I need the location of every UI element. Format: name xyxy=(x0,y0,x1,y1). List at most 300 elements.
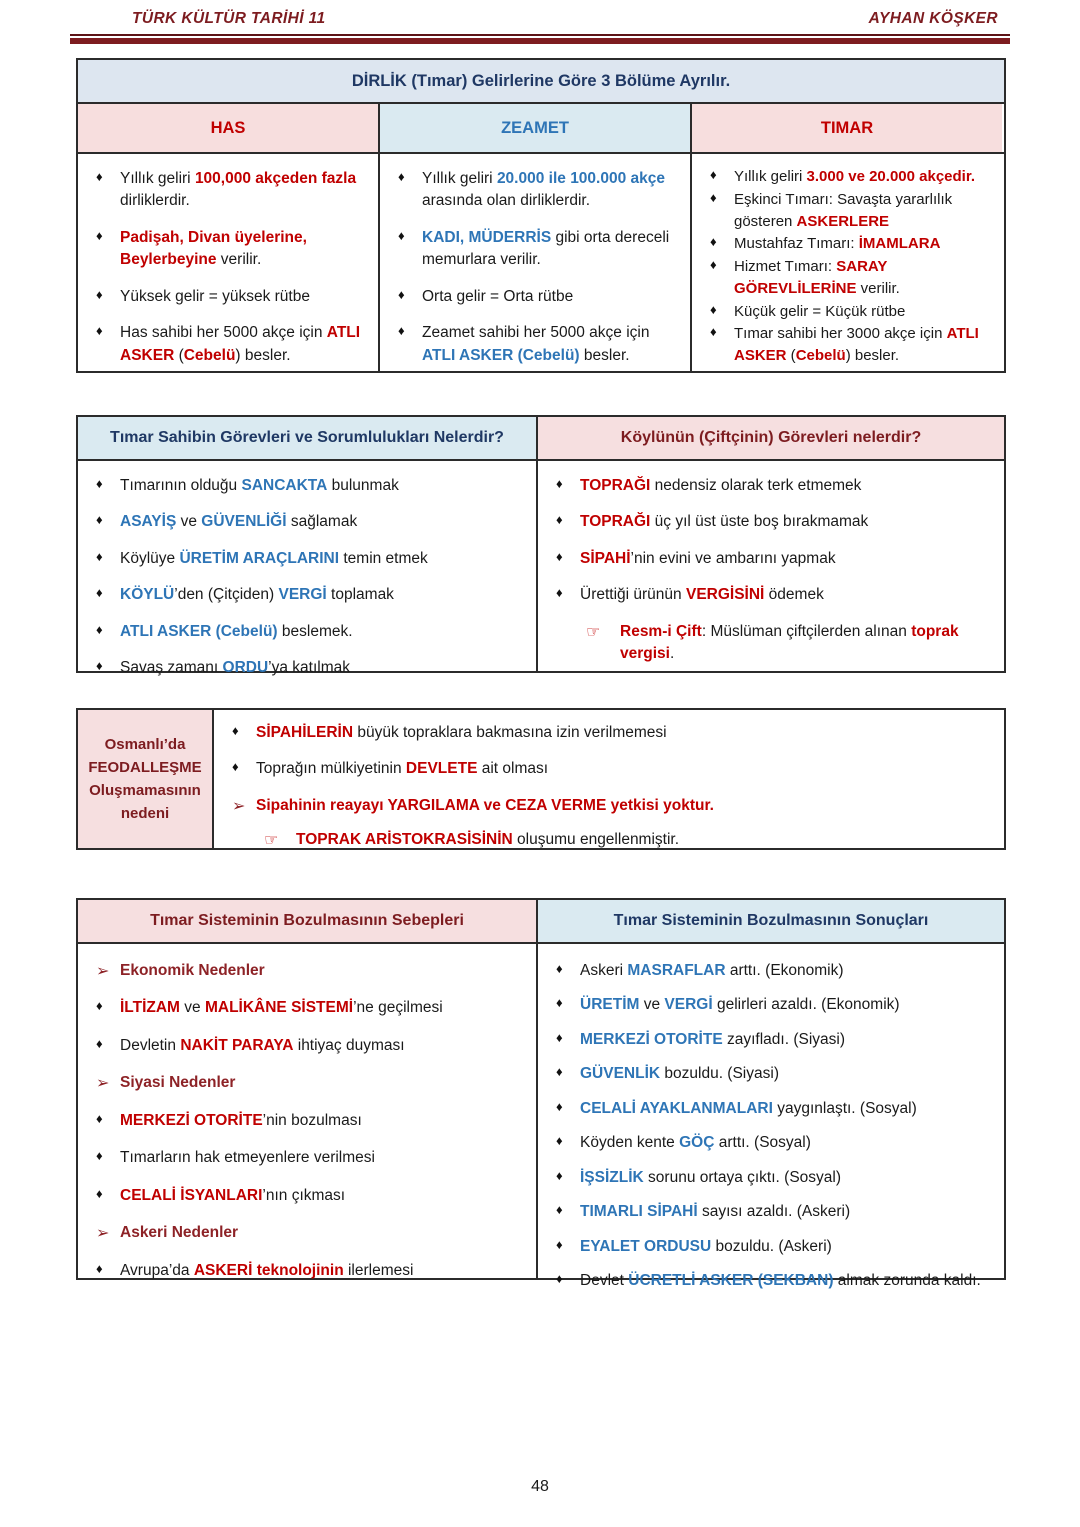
list-item xyxy=(78,511,530,533)
text-run: Askeri Nedenler xyxy=(120,1224,239,1242)
feodallesme-label-text: Osmanlı’da FEODALLEŞME Oluşmamasının nedeni xyxy=(88,735,202,823)
text-run: Eşkinci Tımarı: Savaşta yararlılık gösteren xyxy=(734,190,953,230)
hand-pointer-bullet-icon: ☞ xyxy=(586,623,601,641)
text-run: Yıllık geliri xyxy=(120,170,195,187)
text-run: MERKEZİ OTORİTE xyxy=(120,1111,263,1129)
text-run: Devlet xyxy=(580,1272,629,1290)
text-run: Has sahibi her 5000 akçe için xyxy=(120,324,327,342)
diamond-bullet-icon: ♦ xyxy=(556,995,563,1011)
text-run: arttı. (Sosyal) xyxy=(714,1134,811,1152)
list-item xyxy=(692,166,996,188)
list-item xyxy=(538,584,998,606)
text-run: Köylüye xyxy=(120,549,180,567)
text-run: Tımar sahibi her 3000 akçe için xyxy=(734,325,947,343)
text-run: Sipahinin reayayı YARGILAMA ve CEZA VERME yetkisi yoktur. xyxy=(256,796,714,814)
text-run: Yıllık geliri xyxy=(734,168,807,185)
bullet-list xyxy=(692,166,996,367)
text-run: Hizmet Tımarı: xyxy=(734,258,837,275)
list-item-text xyxy=(580,1203,850,1220)
feodallesme-label xyxy=(78,710,214,848)
diamond-bullet-icon: ♦ xyxy=(96,585,103,601)
list-item xyxy=(692,233,996,255)
text-run: İLTİZAM xyxy=(120,999,180,1017)
text-run: Siyasi Nedenler xyxy=(120,1074,236,1092)
text-run: ilerlemesi xyxy=(343,1261,414,1279)
list-item xyxy=(538,621,998,666)
text-run: Avrupa’da xyxy=(120,1261,194,1279)
text-run: CELALİ AYAKLANMALARI xyxy=(580,1099,773,1117)
text-run: ’ya katılmak xyxy=(268,659,351,677)
diamond-bullet-icon: ♦ xyxy=(398,286,405,302)
text-run: DEVLETE xyxy=(405,760,478,778)
diamond-bullet-icon: ♦ xyxy=(710,324,717,340)
list-item-text xyxy=(580,550,836,567)
list-item-text xyxy=(120,1037,405,1054)
text-run: 3.000 ve 20.000 akçedir. xyxy=(806,168,976,185)
text-run: gibi orta dereceli memurlara verilir. xyxy=(422,228,670,269)
dirlik-cell-has xyxy=(78,154,380,373)
gorevler-header-koylu: Köylünün (Çiftçinin) Görevleri nelerdir? xyxy=(538,417,1004,459)
text-run: ) besler. xyxy=(845,347,900,364)
text-run: ATLI ASKER xyxy=(120,324,361,364)
list-item-text xyxy=(296,831,679,848)
bullet-list-emphasis xyxy=(214,795,996,852)
text-run: VERGİSİNİ xyxy=(685,586,765,604)
list-item xyxy=(78,584,530,606)
diamond-bullet-icon: ♦ xyxy=(556,1236,563,1252)
dirlik-body-row xyxy=(78,152,1004,373)
text-run: sorunu ortaya çıktı. (Sosyal) xyxy=(643,1168,842,1186)
text-run: Küçük gelir = Küçük rütbe xyxy=(734,302,906,320)
list-item xyxy=(538,1167,998,1189)
list-item xyxy=(78,168,372,213)
diamond-bullet-icon: ♦ xyxy=(556,512,563,528)
text-run: 100,000 akçeden fazla xyxy=(194,170,357,187)
diamond-bullet-icon: ♦ xyxy=(556,1133,563,1149)
list-item-text xyxy=(422,229,669,268)
list-item xyxy=(214,722,996,744)
diamond-bullet-icon: ♦ xyxy=(96,286,103,302)
diamond-bullet-icon: ♦ xyxy=(556,476,563,491)
list-item-text xyxy=(120,1149,375,1166)
text-run: TIMARLI SİPAHİ xyxy=(580,1203,698,1221)
bullet-list xyxy=(78,168,372,367)
text-run: Köyden kente xyxy=(580,1134,680,1152)
text-run: büyük topraklara bakmasına izin verilmemesi xyxy=(353,724,667,741)
text-run: ’ne geçilmesi xyxy=(353,999,443,1017)
list-item-text xyxy=(120,586,394,603)
dirlik-table xyxy=(76,58,1006,373)
arrow-bullet-icon: ➢ xyxy=(96,1225,110,1243)
diamond-bullet-icon: ♦ xyxy=(556,1098,563,1114)
text-run: CELALİ İSYANLARI xyxy=(120,1186,263,1204)
text-run: üç yıl üst üste boş bırakmamak xyxy=(650,513,869,531)
text-run: bulunmak xyxy=(327,477,399,494)
text-run: MALİKÂNE SİSTEMİ xyxy=(204,999,354,1017)
text-run: SANCAKTA xyxy=(241,477,328,494)
text-run: Ürettiği ürünün xyxy=(580,586,686,604)
text-run: Mustahfaz Tımarı: xyxy=(734,235,859,253)
feodallesme-body xyxy=(214,710,1004,848)
text-run: beslemek. xyxy=(277,622,353,640)
gorevler-table xyxy=(76,415,1006,677)
gorevler-cell-timar-sahibi xyxy=(78,461,538,677)
gorevler-header-row xyxy=(78,417,1004,459)
bullet-list-subnote xyxy=(538,621,998,666)
list-item-text xyxy=(620,623,959,662)
diamond-bullet-icon: ♦ xyxy=(398,169,405,184)
list-item xyxy=(78,657,530,679)
diamond-bullet-icon: ♦ xyxy=(232,723,239,738)
list-item-text xyxy=(580,1031,845,1048)
list-item-text xyxy=(120,999,443,1016)
list-item-text xyxy=(120,288,310,305)
bozulma-header-row xyxy=(78,900,1004,942)
diamond-bullet-icon: ♦ xyxy=(556,1029,563,1045)
diamond-bullet-icon: ♦ xyxy=(710,189,717,205)
text-run: ÜRETİM xyxy=(580,996,640,1014)
text-run: ve xyxy=(639,996,665,1014)
list-item-text xyxy=(580,1238,832,1255)
list-item xyxy=(538,1063,998,1085)
text-run: ’den (Çitçiden) xyxy=(174,586,279,604)
text-run: sayısı azaldı. (Askeri) xyxy=(697,1203,851,1221)
bozulma-cell-sebepler xyxy=(78,944,538,1280)
diamond-bullet-icon: ♦ xyxy=(556,1271,563,1287)
hand-pointer-bullet-icon: ☞ xyxy=(264,832,279,850)
arrow-bullet-icon: ➢ xyxy=(96,963,110,980)
text-run: Tımarların hak etmeyenlere verilmesi xyxy=(120,1149,375,1167)
dirlik-cell-zeamet xyxy=(380,154,692,373)
text-run: EYALET ORDUSU xyxy=(580,1237,712,1255)
list-item-text xyxy=(580,1272,981,1289)
text-run: Savaş zamanı xyxy=(120,659,223,677)
text-run: dirliklerdir. xyxy=(120,192,190,210)
bozulma-table xyxy=(76,898,1006,1290)
diamond-bullet-icon: ♦ xyxy=(398,323,405,339)
list-item xyxy=(692,256,996,300)
text-run: Yıllık geliri xyxy=(422,170,497,187)
gorevler-header-timar-sahibi: Tımar Sahibin Görevleri ve Sorumlulukları Nelerdir? xyxy=(78,417,538,459)
list-item-text xyxy=(422,288,573,305)
text-run: VERGİ xyxy=(664,996,713,1014)
list-item-text xyxy=(580,513,868,530)
list-item-text xyxy=(422,324,649,363)
diamond-bullet-icon: ♦ xyxy=(96,548,103,564)
arrow-bullet-icon: ➢ xyxy=(232,797,246,815)
dirlik-cell-timar xyxy=(692,154,1002,373)
text-run: besler. xyxy=(579,346,630,364)
text-run: Zeamet sahibi her 5000 akçe için xyxy=(422,324,650,342)
text-run: almak zorunda kaldı. xyxy=(833,1272,981,1290)
text-run: ASKERLERE xyxy=(796,212,890,230)
text-run: Ekonomik Nedenler xyxy=(120,962,265,979)
list-item xyxy=(538,1236,998,1258)
text-run: MERKEZİ OTORİTE xyxy=(580,1030,723,1048)
list-item xyxy=(538,1029,998,1051)
text-run: toprak vergisi xyxy=(620,622,959,663)
diamond-bullet-icon: ♦ xyxy=(96,658,103,674)
list-item-text xyxy=(120,477,399,494)
gorevler-body-row xyxy=(78,459,1004,677)
text-run: ASAYİŞ xyxy=(120,513,177,531)
text-run: Cebelü xyxy=(795,347,846,364)
diamond-bullet-icon: ♦ xyxy=(96,1110,103,1126)
bullet-list xyxy=(78,475,530,680)
list-item-text xyxy=(580,962,844,979)
text-run: ATLI ASKER (Cebelü) xyxy=(120,622,278,640)
bullet-list xyxy=(78,960,530,1282)
list-item xyxy=(78,1260,530,1282)
list-item-text xyxy=(580,1100,917,1117)
text-run: ( xyxy=(174,346,184,364)
diamond-bullet-icon: ♦ xyxy=(96,1035,103,1051)
list-item xyxy=(538,1098,998,1120)
bozulma-body-row xyxy=(78,942,1004,1290)
list-item xyxy=(78,1035,530,1057)
header-rule xyxy=(70,34,1010,44)
text-run: GÖÇ xyxy=(679,1134,715,1152)
list-item xyxy=(538,994,998,1016)
dirlik-col-header-timar: TIMAR xyxy=(692,104,1002,152)
dirlik-table-title: DİRLİK (Tımar) Gelirlerine Göre 3 Bölüme Ayrılır. xyxy=(78,60,1004,104)
list-item-text xyxy=(256,797,714,814)
dirlik-col-header-has: HAS xyxy=(78,104,380,152)
text-run: ÜRETİM ARAÇLARINI xyxy=(179,549,340,567)
list-item xyxy=(78,1072,530,1094)
list-item-text xyxy=(580,1134,811,1151)
list-item xyxy=(380,168,684,213)
text-run: MASRAFLAR xyxy=(627,962,726,979)
bozulma-header-sebepler: Tımar Sisteminin Bozulmasının Sebepleri xyxy=(78,900,538,942)
diamond-bullet-icon: ♦ xyxy=(96,1260,103,1276)
diamond-bullet-icon: ♦ xyxy=(96,227,103,243)
text-run: ATLI ASKER (Cebelü) xyxy=(422,346,580,364)
list-item xyxy=(380,322,684,367)
diamond-bullet-icon: ♦ xyxy=(398,227,405,243)
bullet-list xyxy=(538,475,998,607)
text-run: GÜVENLİK xyxy=(580,1065,661,1083)
list-item-text xyxy=(580,1065,779,1082)
text-run: VERGİ xyxy=(278,586,327,604)
text-run: ve xyxy=(176,513,202,531)
text-run: toplamak xyxy=(326,586,394,604)
feodallesme-row xyxy=(78,710,1004,848)
list-item xyxy=(214,795,996,817)
diamond-bullet-icon: ♦ xyxy=(710,257,717,272)
text-run: SİPAHİLERİN xyxy=(256,724,354,741)
text-run: ) besler. xyxy=(235,346,291,364)
list-item-text xyxy=(734,303,905,320)
text-run: Askeri xyxy=(580,962,628,979)
diamond-bullet-icon: ♦ xyxy=(232,759,239,775)
text-run: ASKERİ teknolojinin xyxy=(193,1261,344,1279)
diamond-bullet-icon: ♦ xyxy=(710,167,717,182)
text-run: ÜCRETLİ ASKER (SEKBAN) xyxy=(628,1272,834,1290)
list-item xyxy=(78,475,530,497)
list-item xyxy=(78,997,530,1019)
list-item xyxy=(214,758,996,780)
text-run: ’nın çıkması xyxy=(262,1186,346,1204)
text-run: Resm-i Çift xyxy=(620,622,702,640)
text-run: ’nin bozulması xyxy=(262,1111,362,1129)
list-item-text xyxy=(734,168,975,185)
text-run: ihtiyaç duyması xyxy=(293,1036,405,1054)
text-run: verilir. xyxy=(216,251,262,269)
text-run: TOPRAĞI xyxy=(580,513,651,531)
list-item xyxy=(692,323,996,367)
text-run: gelirleri azaldı. (Ekonomik) xyxy=(712,996,900,1014)
dirlik-col-header-zeamet: ZEAMET xyxy=(380,104,692,152)
list-item-text xyxy=(580,996,900,1013)
list-item-text xyxy=(120,1224,238,1241)
list-item xyxy=(78,1222,530,1244)
list-item-text xyxy=(120,1112,362,1129)
list-item-text xyxy=(120,1074,235,1091)
arrow-bullet-icon: ➢ xyxy=(96,1075,110,1093)
list-item xyxy=(78,548,530,570)
list-item xyxy=(78,1185,530,1207)
list-item xyxy=(78,1147,530,1169)
list-item xyxy=(380,227,684,272)
list-item xyxy=(538,511,998,533)
text-run: TOPRAĞI xyxy=(580,477,651,494)
diamond-bullet-icon: ♦ xyxy=(96,323,103,339)
text-run: Orta gelir = Orta rütbe xyxy=(422,287,574,305)
text-run: 20.000 ile 100.000 akçe xyxy=(496,170,666,187)
feodallesme-table xyxy=(76,708,1006,850)
bozulma-header-sonuclar: Tımar Sisteminin Bozulmasının Sonuçları xyxy=(538,900,1004,942)
diamond-bullet-icon: ♦ xyxy=(710,234,717,250)
list-item xyxy=(692,301,996,323)
text-run: bozuldu. (Siyasi) xyxy=(660,1065,779,1083)
list-item xyxy=(538,1270,998,1292)
bozulma-cell-sonuclar xyxy=(538,944,1004,1290)
list-item xyxy=(538,475,998,497)
diamond-bullet-icon: ♦ xyxy=(96,1185,103,1201)
list-item xyxy=(78,227,372,272)
list-item-text xyxy=(580,1169,841,1186)
diamond-bullet-icon: ♦ xyxy=(96,1148,103,1164)
list-item-text xyxy=(120,513,357,530)
text-run: Padişah, Divan üyelerine, Beylerbeyine xyxy=(120,228,307,269)
diamond-bullet-icon: ♦ xyxy=(556,1064,563,1080)
list-item-text xyxy=(120,550,428,567)
diamond-bullet-icon: ♦ xyxy=(96,621,103,637)
text-run: zayıfladı. (Siyasi) xyxy=(722,1030,845,1048)
text-run: İŞSİZLİK xyxy=(580,1168,644,1186)
list-item xyxy=(380,286,684,308)
text-run: KÖYLÜ xyxy=(120,586,175,604)
text-run: NAKİT PARAYA xyxy=(180,1036,294,1054)
diamond-bullet-icon: ♦ xyxy=(556,1167,563,1183)
page-number: 48 xyxy=(531,1478,549,1495)
text-run: yaygınlaştı. (Sosyal) xyxy=(772,1099,917,1117)
text-run: İMAMLARA xyxy=(858,235,941,253)
running-head-author: AYHAN KÖŞKER xyxy=(868,10,998,27)
list-item-text xyxy=(120,324,360,363)
diamond-bullet-icon: ♦ xyxy=(556,585,563,601)
list-item-text xyxy=(120,1262,413,1279)
text-run: arasında olan dirliklerdir. xyxy=(422,192,591,210)
text-run: SARAY GÖREVLİLERİNE xyxy=(734,258,888,297)
bullet-list xyxy=(538,960,998,1293)
text-run: ve xyxy=(179,999,205,1017)
list-item-text xyxy=(734,235,940,252)
text-run: KADI, MÜDERRİS xyxy=(422,228,552,246)
diamond-bullet-icon: ♦ xyxy=(96,512,103,528)
text-run: sağlamak xyxy=(286,513,358,531)
list-item-text xyxy=(120,170,356,209)
list-item xyxy=(78,322,372,367)
text-run: Cebelü xyxy=(183,346,236,364)
list-item xyxy=(538,1132,998,1154)
list-item xyxy=(78,286,372,308)
text-run: TOPRAK ARİSTOKRASİSİNİN xyxy=(296,831,513,849)
diamond-bullet-icon: ♦ xyxy=(96,476,103,491)
text-run: ödemek xyxy=(764,586,824,604)
bullet-list xyxy=(214,722,996,781)
text-run: : Müslüman çiftçilerden alınan xyxy=(701,622,912,640)
list-item xyxy=(538,548,998,570)
bullet-list xyxy=(380,168,684,367)
diamond-bullet-icon: ♦ xyxy=(556,1202,563,1218)
text-run: GÜVENLİĞİ xyxy=(201,513,287,531)
diamond-bullet-icon: ♦ xyxy=(556,961,563,976)
text-run: . xyxy=(669,645,675,663)
list-item-text xyxy=(734,325,979,364)
text-run: Tımarının olduğu xyxy=(120,477,242,494)
list-item-text xyxy=(580,477,861,494)
list-item-text xyxy=(580,586,824,603)
text-run: oluşumu engellenmiştir. xyxy=(512,831,680,849)
list-item xyxy=(692,189,996,233)
running-head-title: TÜRK KÜLTÜR TARİHİ 11 xyxy=(132,10,326,27)
list-item-text xyxy=(120,962,265,979)
text-run: ATLI ASKER xyxy=(734,325,979,364)
dirlik-header-row xyxy=(78,104,1004,152)
list-item xyxy=(538,1201,998,1223)
text-run: SİPAHİ xyxy=(580,549,631,567)
diamond-bullet-icon: ♦ xyxy=(710,301,717,317)
text-run: bozuldu. (Askeri) xyxy=(711,1237,832,1255)
list-item xyxy=(78,1110,530,1132)
list-item-text xyxy=(120,659,350,676)
text-run: ( xyxy=(786,347,796,364)
list-item-text xyxy=(256,760,548,777)
list-item xyxy=(538,960,998,982)
text-run: arttı. (Ekonomik) xyxy=(725,962,844,979)
text-run: ’nin evini ve ambarını yapmak xyxy=(630,549,836,567)
text-run: verilir. xyxy=(856,279,900,297)
diamond-bullet-icon: ♦ xyxy=(96,169,103,184)
list-item-text xyxy=(422,170,665,209)
diamond-bullet-icon: ♦ xyxy=(556,548,563,564)
list-item-text xyxy=(120,1187,345,1204)
text-run: ORDU xyxy=(222,659,269,677)
gorevler-cell-koylu xyxy=(538,461,1004,673)
list-item-text xyxy=(256,724,667,741)
text-run: temin etmek xyxy=(339,549,428,567)
list-item-text xyxy=(120,229,307,268)
diamond-bullet-icon: ♦ xyxy=(96,998,103,1014)
text-run: ait olması xyxy=(477,760,549,778)
header-rule-thick xyxy=(70,38,1010,44)
list-item xyxy=(214,829,996,851)
text-run: Toprağın mülkiyetinin xyxy=(256,760,406,778)
list-item-text xyxy=(120,623,353,640)
text-run: Yüksek gelir = yüksek rütbe xyxy=(120,287,310,305)
